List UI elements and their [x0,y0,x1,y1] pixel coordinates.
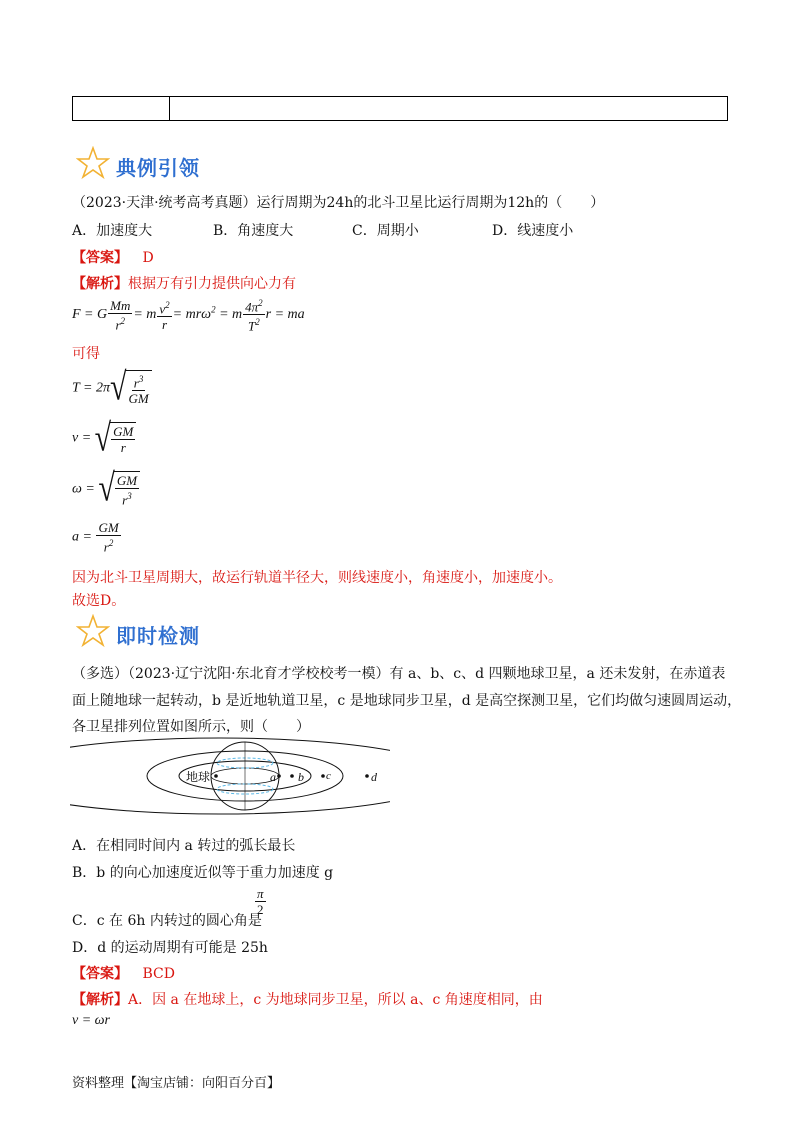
frac-numerator: π [257,886,264,901]
formula-period: T = 2π √ $\frac{r^3}{GM}$ [72,370,152,406]
header-table-divider [169,97,170,120]
footer-text: 资料整理【淘宝店铺：向阳百分百】 [72,1076,281,1091]
star-icon [76,614,110,648]
q1-final: 故选D。 [72,593,126,609]
earth-label: 地球 [186,770,211,784]
section-title-quick-check: 即时检测 [116,624,200,648]
q1-analysis-label: 【解析】 [72,276,128,292]
formula-omega: ω = √ $\frac{GM}{r^3}$ [72,471,140,507]
label-c: c [326,770,331,782]
q2-answer-label: 【答案】 [72,966,128,982]
question-2-stem-line-3: 各卫星排列位置如图所示，则（ ） [72,719,310,735]
question-2-stem-line-2: 面上随地球一起转动，b 是近地轨道卫星，c 是地球同步卫星，d 是高空探测卫星，它们均做匀速圆周运动， [72,693,742,709]
q1-answer-label: 【答案】 [72,250,128,266]
q1-option-c: C．周期小 [352,223,419,239]
q1-option-d: D．线速度小 [492,223,574,239]
formula-v-omega-r: v = ωr [72,1013,110,1028]
q1-option-a: A．加速度大 [72,223,153,239]
q2-option-a: A．在相同时间内 a 转过的弧长最长 [72,838,296,854]
question-2-stem-line-1: （多选）（2023·辽宁沈阳·东北育才学校校考一模）有 a、b、c、d 四颗地球卫星，a 还未发射，在赤道表 [72,666,726,682]
q2-option-d: D．d 的运动周期有可能是 25h [72,940,268,956]
q2-answer-value: BCD [142,966,175,982]
question-1-stem: （2023·天津·统考高考真题）运行周期为24h的北斗卫星比运行周期为12h的（ ） [72,195,605,211]
orbit-d [70,738,390,814]
frac-denominator: 2 [257,902,264,917]
q1-conclusion: 因为北斗卫星周期大，故运行轨道半径大，则线速度小，角速度小，加速度小。 [72,570,562,586]
q2-analysis-label: 【解析】 [72,992,128,1008]
q1-answer-value: D [142,250,154,266]
formula-acceleration: a = $\frac{GM}{r^2}$ [72,520,119,555]
q2-option-b: B．b 的向心加速度近似等于重力加速度 g [72,865,334,881]
section-title-examples: 典例引领 [116,156,200,180]
q2-option-c-text: C．c 在 6h 内转过的圆心角是 [72,913,262,929]
q2-option-c-fraction [254,886,267,917]
formula-velocity: v = √ $\frac{GM}{r}$ [72,422,136,455]
q2-option-c [72,910,262,930]
formula-gravitation: F = G $\frac{Mm}{r^2}$ = m $\frac{v^2}{r}$ = mrω$^2$ = m $\frac{4\pi^2}{T^2}$ r = ma [72,297,305,334]
label-d: d [371,770,377,784]
label-a: a [270,770,276,784]
q1-analysis-text: 根据万有引力提供向心力有 [128,276,296,292]
header-table [72,96,728,121]
q1-option-b: B．角速度大 [213,223,294,239]
star-icon [76,146,110,180]
q2-analysis-text: A．因 a 在地球上，c 为地球同步卫星，所以 a、c 角速度相同，由 [128,992,543,1008]
orbit-diagram [70,736,390,824]
label-b: b [298,770,304,784]
q1-kede: 可得 [72,346,100,362]
